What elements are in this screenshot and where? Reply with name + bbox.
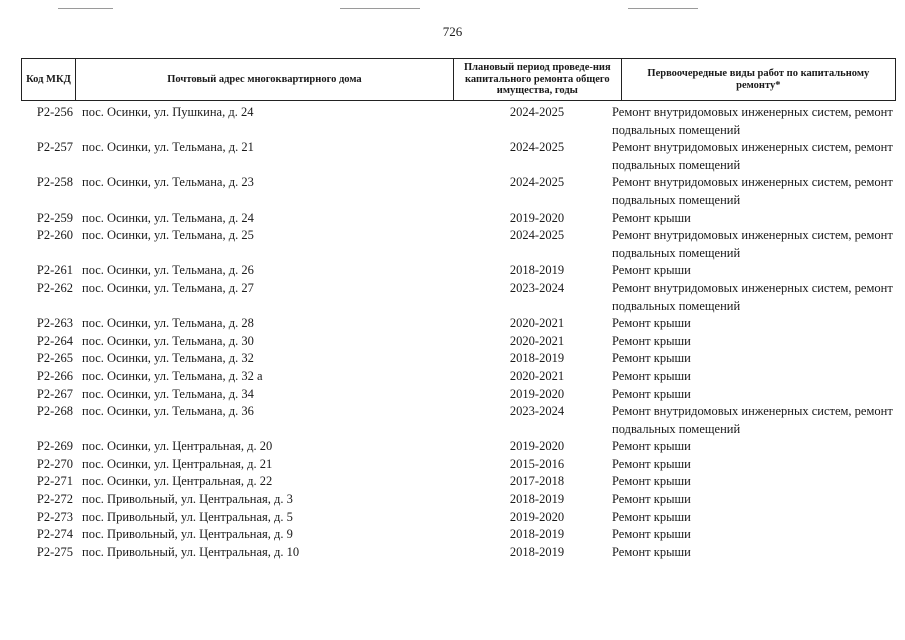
row-work: Ремонт крыши — [612, 210, 691, 225]
row-address: пос. Осинки, ул. Тельмана, д. 27 — [82, 280, 254, 295]
row-address: пос. Привольный, ул. Центральная, д. 3 — [82, 492, 293, 507]
row-code: Р2-258 — [36, 175, 73, 190]
row-work: Ремонт внутридомовых инженерных систем, ремонт подвальных помещений — [612, 140, 893, 172]
row-work: Ремонт внутридомовых инженерных систем, ремонт подвальных помещений — [612, 280, 893, 313]
row-code: Р2-272 — [36, 492, 73, 507]
row-work: Ремонт крыши — [612, 492, 691, 507]
row-address: пос. Осинки, ул. Центральная, д. 21 — [82, 456, 273, 471]
row-work: Ремонт внутридомовых инженерных систем, ремонт подвальных помещений — [612, 404, 893, 436]
table-row — [21, 526, 896, 544]
table-row — [21, 174, 896, 209]
table-row — [21, 386, 896, 404]
table-body — [21, 104, 896, 561]
table-row — [21, 227, 896, 262]
row-period: 2018-2019 — [509, 263, 565, 278]
row-address: пос. Осинки, ул. Тельмана, д. 23 — [82, 175, 254, 190]
table-row — [21, 280, 896, 315]
row-period: 2019-2020 — [509, 439, 565, 454]
table-row — [21, 509, 896, 527]
row-work: Ремонт внутридомовых инженерных систем, ремонт подвальных помещений — [612, 105, 893, 137]
row-code: Р2-259 — [36, 210, 73, 225]
row-code: Р2-256 — [36, 105, 73, 119]
row-code: Р2-265 — [36, 351, 73, 366]
row-address: пос. Привольный, ул. Центральная, д. 10 — [82, 544, 300, 559]
row-work: Ремонт крыши — [612, 544, 691, 559]
row-code: Р2-264 — [36, 333, 73, 348]
row-work: Ремонт крыши — [612, 439, 691, 454]
header-work: Первоочередные виды работ по капитальному ремонту* — [647, 68, 870, 91]
row-code: Р2-260 — [36, 228, 73, 243]
row-period: 2019-2020 — [509, 509, 565, 524]
row-code: Р2-269 — [36, 439, 73, 454]
row-work: Ремонт крыши — [612, 263, 691, 278]
row-period: 2023-2024 — [509, 404, 565, 419]
table-row — [21, 491, 896, 509]
row-address: пос. Привольный, ул. Центральная, д. 9 — [82, 527, 293, 542]
row-address: пос. Осинки, ул. Тельмана, д. 26 — [82, 263, 254, 278]
row-period: 2023-2024 — [509, 280, 565, 295]
row-code: Р2-271 — [36, 474, 73, 489]
row-code: Р2-273 — [36, 509, 73, 524]
row-code: Р2-268 — [36, 404, 73, 419]
row-work: Ремонт внутридомовых инженерных систем, ремонт подвальных помещений — [612, 228, 893, 260]
row-work: Ремонт крыши — [612, 509, 691, 524]
row-period: 2018-2019 — [509, 544, 565, 559]
row-work: Ремонт внутридомовых инженерных систем, ремонт подвальных помещений — [612, 175, 893, 207]
table-row — [21, 473, 896, 491]
row-address: пос. Осинки, ул. Тельмана, д. 32 а — [82, 368, 263, 383]
scan-mark-right — [628, 8, 698, 9]
row-work: Ремонт крыши — [612, 456, 691, 471]
row-address: пос. Осинки, ул. Пушкина, д. 24 — [82, 105, 254, 119]
row-period: 2018-2019 — [509, 351, 565, 366]
row-address: пос. Осинки, ул. Тельмана, д. 24 — [82, 210, 254, 225]
row-period: 2024-2025 — [509, 175, 565, 190]
row-work: Ремонт крыши — [612, 368, 691, 383]
header-address: Почтовый адрес многоквартирного дома — [76, 59, 454, 100]
row-period: 2024-2025 — [509, 140, 565, 155]
row-address: пос. Осинки, ул. Тельмана, д. 21 — [82, 140, 254, 155]
row-address: пос. Осинки, ул. Тельмана, д. 30 — [82, 333, 254, 348]
row-period: 2020-2021 — [509, 316, 565, 331]
row-period: 2015-2016 — [509, 456, 565, 471]
row-period: 2019-2020 — [509, 210, 565, 225]
row-address: пос. Осинки, ул. Центральная, д. 22 — [82, 474, 273, 489]
row-period: 2024-2025 — [509, 105, 565, 119]
row-code: Р2-266 — [36, 368, 73, 383]
header-code: Код МКД — [22, 59, 76, 100]
row-work: Ремонт крыши — [612, 527, 691, 542]
table-row — [21, 262, 896, 280]
row-address: пос. Осинки, ул. Тельмана, д. 28 — [82, 316, 254, 331]
row-work: Ремонт крыши — [612, 386, 691, 401]
table-row — [21, 403, 896, 438]
row-code: Р2-270 — [36, 456, 73, 471]
row-code: Р2-274 — [36, 527, 73, 542]
row-period: 2018-2019 — [509, 527, 565, 542]
row-code: Р2-262 — [36, 280, 73, 295]
table-row — [21, 368, 896, 386]
table-row — [21, 139, 896, 174]
row-code: Р2-263 — [36, 316, 73, 331]
table-row — [21, 350, 896, 368]
table-row — [21, 104, 896, 139]
header-period: Плановый период проведе-ния капитального ремонта общего имущества, годы — [454, 59, 622, 100]
row-code: Р2-267 — [36, 386, 73, 401]
row-code: Р2-261 — [36, 263, 73, 278]
row-address: пос. Осинки, ул. Тельмана, д. 25 — [82, 228, 254, 243]
page-number: 726 — [442, 24, 463, 39]
row-period: 2020-2021 — [509, 333, 565, 348]
table-row — [21, 333, 896, 351]
table-row — [21, 456, 896, 474]
row-period: 2019-2020 — [509, 386, 565, 401]
table-header — [21, 58, 896, 101]
table-row — [21, 210, 896, 228]
table-row — [21, 315, 896, 333]
row-period: 2018-2019 — [509, 492, 565, 507]
row-work: Ремонт крыши — [612, 351, 691, 366]
scan-mark-center — [340, 8, 420, 9]
row-work: Ремонт крыши — [612, 474, 691, 489]
table-row — [21, 544, 896, 562]
table-row — [21, 438, 896, 456]
row-work: Ремонт крыши — [612, 316, 691, 331]
row-address: пос. Осинки, ул. Тельмана, д. 36 — [82, 404, 254, 419]
row-code: Р2-257 — [36, 140, 73, 155]
row-period: 2020-2021 — [509, 368, 565, 383]
row-period: 2024-2025 — [509, 228, 565, 243]
row-address: пос. Осинки, ул. Тельмана, д. 32 — [82, 351, 254, 366]
row-address: пос. Осинки, ул. Центральная, д. 20 — [82, 439, 273, 454]
row-address: пос. Привольный, ул. Центральная, д. 5 — [82, 509, 293, 524]
row-work: Ремонт крыши — [612, 333, 691, 348]
row-period: 2017-2018 — [509, 474, 565, 489]
row-code: Р2-275 — [36, 544, 73, 559]
scan-mark-left — [58, 8, 113, 9]
row-address: пос. Осинки, ул. Тельмана, д. 34 — [82, 386, 254, 401]
